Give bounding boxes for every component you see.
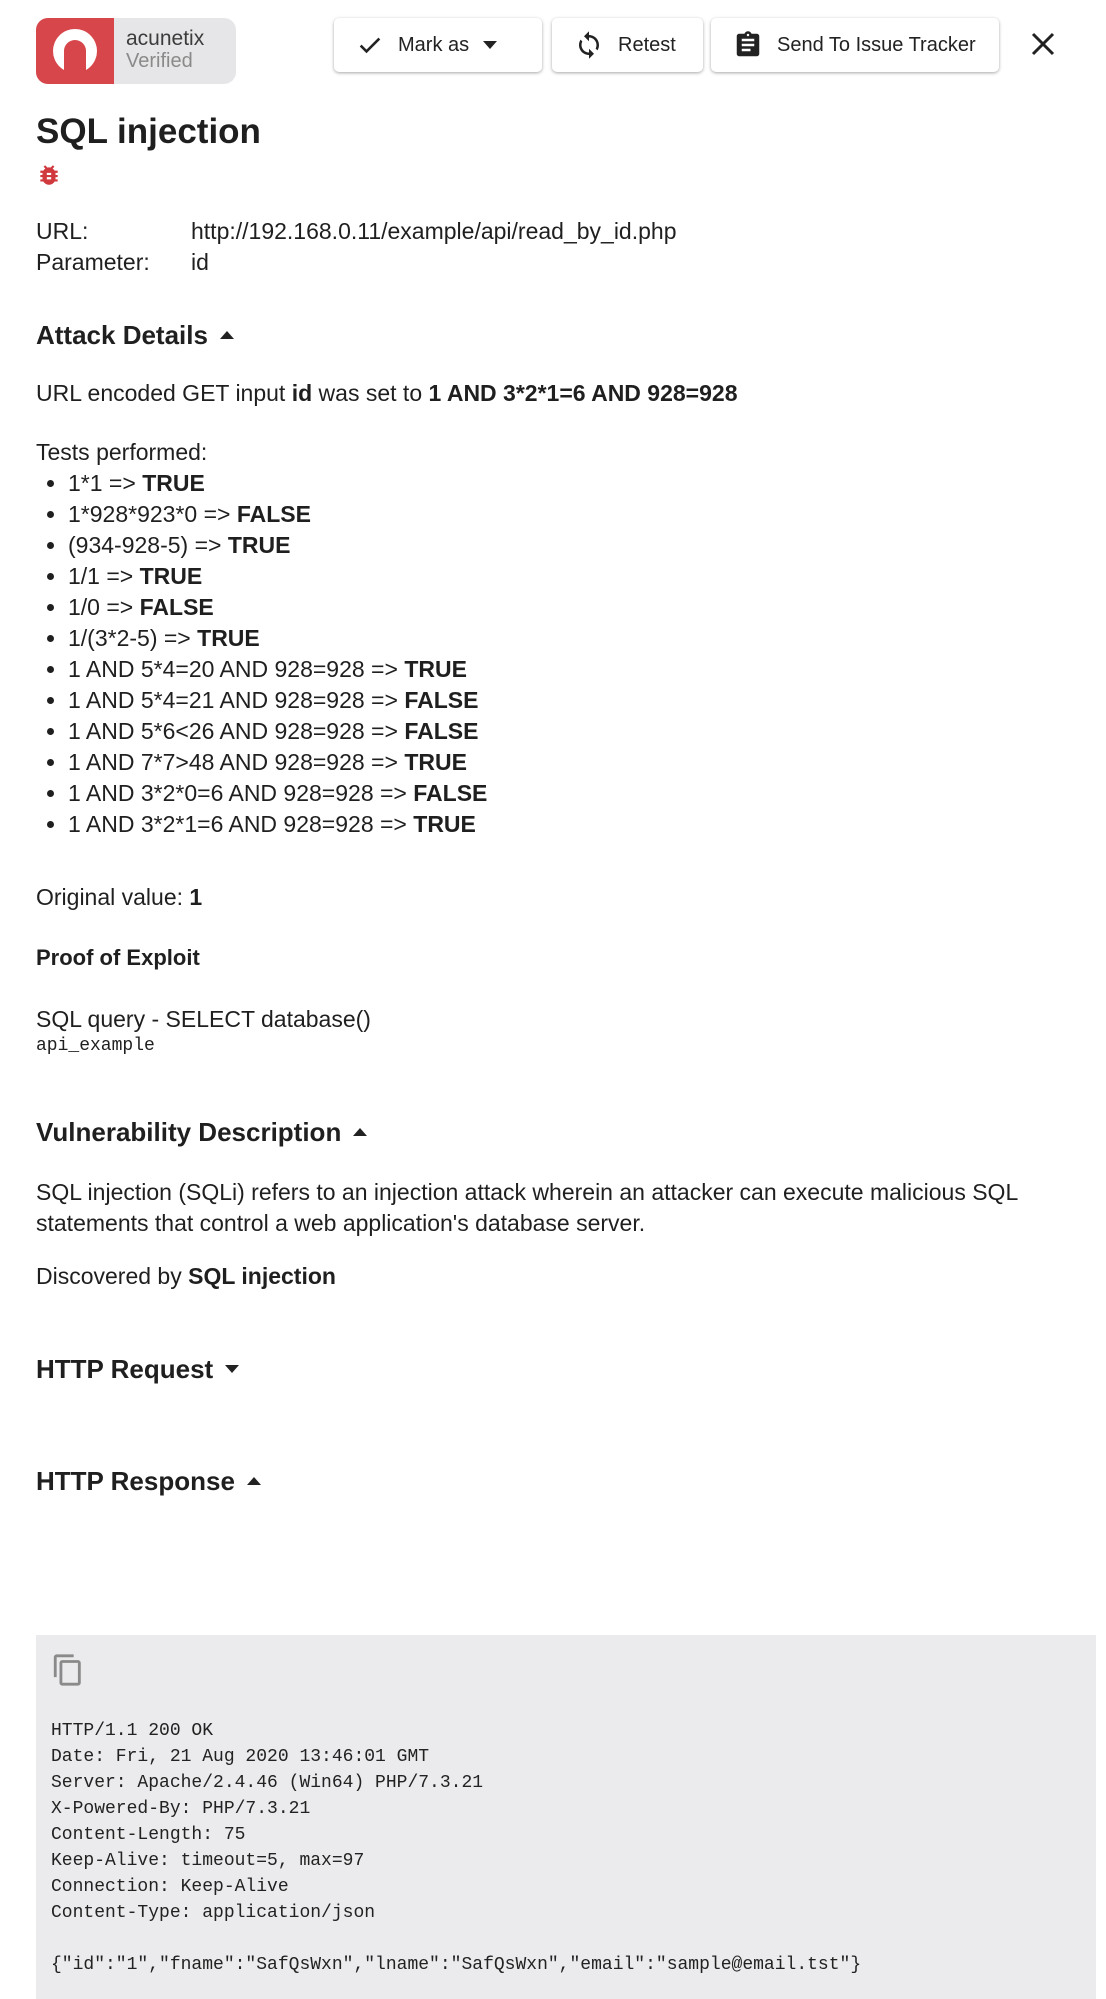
check-icon xyxy=(356,31,384,59)
test-expression: (934-928-5) => xyxy=(68,532,228,558)
vulnerability-details xyxy=(36,96,1096,1498)
attack-intro-value: 1 AND 3*2*1=6 AND 928=928 xyxy=(428,380,738,406)
mark-as-label: Mark as xyxy=(398,33,470,56)
test-result: TRUE xyxy=(227,532,291,558)
test-expression: 1 AND 7*7>48 AND 928=928 => xyxy=(68,749,405,775)
http-response-code-block xyxy=(36,1635,1096,1999)
caret-down-icon xyxy=(483,40,497,50)
test-expression: 1 AND 5*6<26 AND 928=928 => xyxy=(68,718,405,744)
close-button[interactable] xyxy=(1025,26,1061,62)
test-result: TRUE xyxy=(404,749,467,775)
send-to-issue-tracker-label: Send To Issue Tracker xyxy=(777,33,976,56)
test-item xyxy=(68,530,1096,561)
test-expression: 1/1 => xyxy=(68,563,140,589)
test-result: FALSE xyxy=(404,687,479,713)
mark-as-button[interactable] xyxy=(334,18,542,72)
test-item xyxy=(68,592,1096,623)
test-expression: 1 AND 5*4=20 AND 928=928 => xyxy=(68,656,405,682)
vulnerability-description-header[interactable] xyxy=(36,1115,1096,1149)
tests-performed-label: Tests performed: xyxy=(36,439,208,465)
test-item xyxy=(68,778,1096,809)
test-expression: 1*928*923*0 => xyxy=(68,501,237,527)
test-result: TRUE xyxy=(142,470,205,496)
url-value: http://192.168.0.11/example/api/read_by_id.php xyxy=(191,218,677,244)
http-request-heading: HTTP Request xyxy=(36,1354,214,1384)
test-item xyxy=(68,716,1096,747)
parameter-value: id xyxy=(191,249,209,275)
original-value-number: 1 xyxy=(189,884,203,910)
test-result: TRUE xyxy=(197,625,260,651)
test-result: TRUE xyxy=(139,563,203,589)
test-result: FALSE xyxy=(236,501,311,527)
test-expression: 1 AND 3*2*0=6 AND 928=928 => xyxy=(68,780,414,806)
tests-list xyxy=(36,468,1096,840)
caret-up-icon xyxy=(220,330,234,340)
test-result: FALSE xyxy=(413,780,488,806)
test-item xyxy=(68,747,1096,778)
test-item xyxy=(68,685,1096,716)
test-item xyxy=(68,623,1096,654)
badge-brand-text: acunetix xyxy=(126,27,205,50)
caret-down-icon xyxy=(225,1364,239,1374)
test-expression: 1/(3*2-5) => xyxy=(68,625,198,651)
copy-icon[interactable] xyxy=(51,1653,85,1687)
send-to-issue-tracker-button[interactable] xyxy=(711,18,999,72)
attack-intro-text: URL encoded GET input xyxy=(36,380,292,406)
acunetix-verified-badge xyxy=(36,18,236,84)
test-item xyxy=(68,654,1096,685)
top-bar xyxy=(0,0,1106,96)
url-parameter-info xyxy=(36,216,1096,278)
test-item xyxy=(68,468,1096,499)
discovered-by-label: Discovered by xyxy=(36,1263,189,1289)
attack-details-header[interactable] xyxy=(36,318,1096,352)
attack-intro xyxy=(36,378,1096,409)
description-text: SQL injection (SQLi) refers to an injection attack wherein an attacker can execute malicious SQL statements that control a web application's database server. xyxy=(36,1179,1018,1236)
bug-icon xyxy=(36,162,62,188)
clipboard-icon xyxy=(733,30,763,60)
retest-label: Retest xyxy=(618,33,676,56)
retest-button[interactable] xyxy=(552,18,703,72)
url-key: URL: xyxy=(36,218,89,244)
discovered-by-value: SQL injection xyxy=(188,1263,336,1289)
http-response-heading: HTTP Response xyxy=(36,1466,235,1496)
caret-up-icon xyxy=(247,1476,261,1486)
original-value-label: Original value: xyxy=(36,884,190,910)
test-item xyxy=(68,561,1096,592)
vulnerability-title: SQL injection xyxy=(36,112,261,151)
caret-up-icon xyxy=(353,1127,367,1137)
test-result: TRUE xyxy=(413,811,476,837)
attack-intro-param: id xyxy=(291,380,313,406)
refresh-icon xyxy=(574,30,604,60)
test-item xyxy=(68,809,1096,840)
http-response-header[interactable] xyxy=(36,1464,1096,1498)
severity-indicator xyxy=(36,162,1096,188)
acunetix-logo-icon xyxy=(36,18,114,84)
test-expression: 1 AND 5*4=21 AND 928=928 => xyxy=(68,687,405,713)
test-result: TRUE xyxy=(404,656,467,682)
original-value xyxy=(36,882,1096,913)
http-request-header[interactable] xyxy=(36,1352,1096,1386)
attack-details-heading: Attack Details xyxy=(36,320,208,350)
test-result: FALSE xyxy=(404,718,479,744)
close-icon xyxy=(1025,26,1061,62)
discovered-by xyxy=(36,1261,1096,1292)
attack-intro-text-2: was set to xyxy=(312,380,429,406)
proof-of-exploit-heading: Proof of Exploit xyxy=(36,945,200,970)
badge-verified-text: Verified xyxy=(126,50,193,72)
test-expression: 1*1 => xyxy=(68,470,143,496)
test-item xyxy=(68,499,1096,530)
parameter-key: Parameter: xyxy=(36,249,150,275)
proof-query: SQL query - SELECT database() xyxy=(36,1006,371,1032)
proof-result: api_example xyxy=(36,1036,155,1056)
http-response-body: HTTP/1.1 200 OK Date: Fri, 21 Aug 2020 13:46:01 GMT Server: Apache/2.4.46 (Win64) PHP/7.3.21 X-Powered-By: PHP/7.3.21 Content-Length: 75 Keep-Alive: timeout=5, max=97 Connection: Keep-Alive Content-Type: application/json {"id":"1","fname":"SafQsWxn","lname":"SafQsWxn","email":"sample@email.tst"} xyxy=(51,1721,862,1975)
test-expression: 1/0 => xyxy=(68,594,140,620)
test-expression: 1 AND 3*2*1=6 AND 928=928 => xyxy=(68,811,414,837)
test-result: FALSE xyxy=(139,594,214,620)
vulnerability-description-heading: Vulnerability Description xyxy=(36,1117,342,1147)
